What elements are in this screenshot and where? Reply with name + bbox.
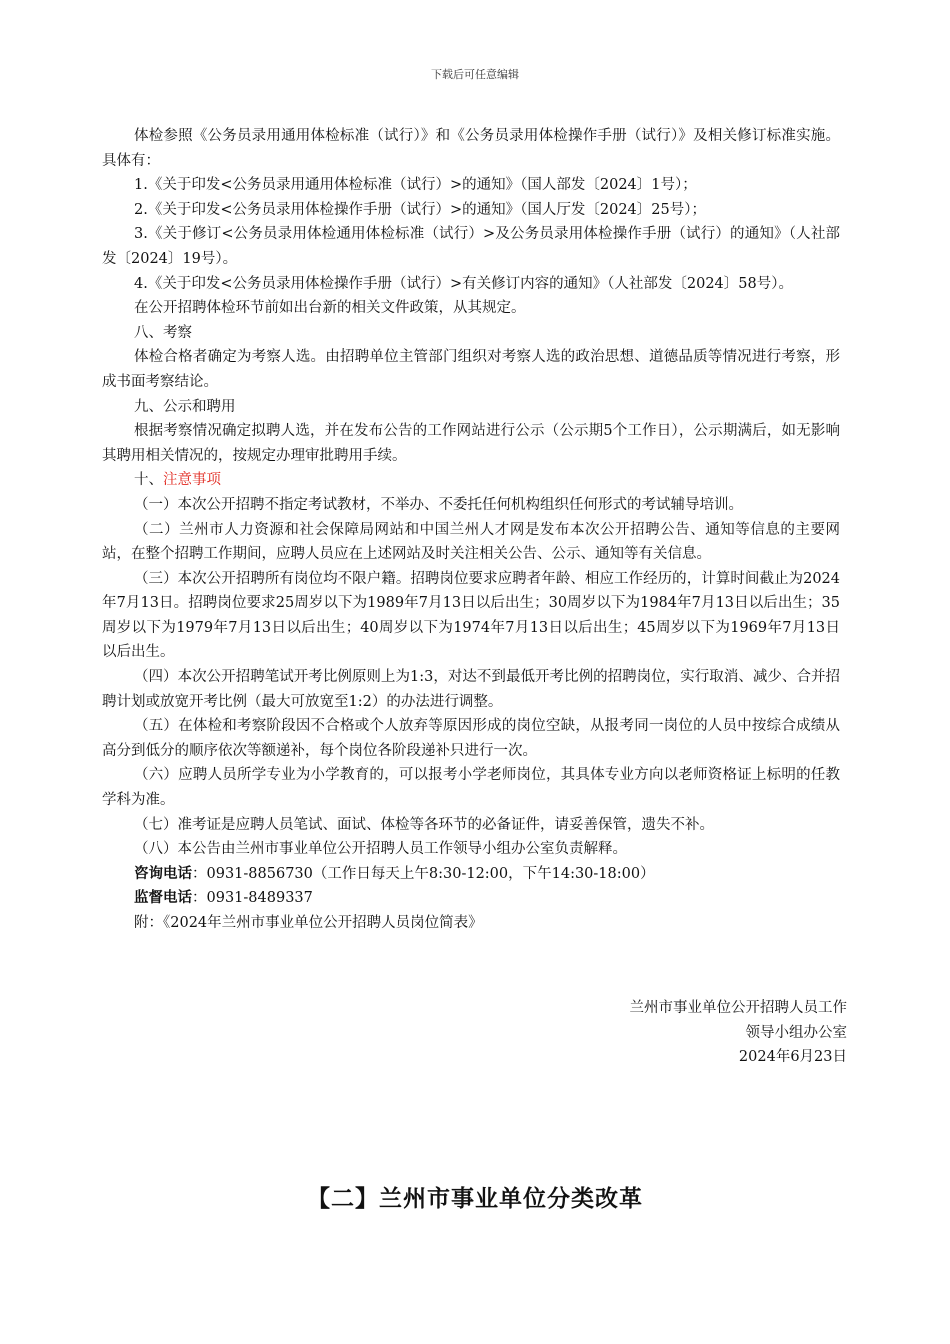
paragraph-inspection: 体检合格者确定为考察人选。由招聘单位主管部门组织对考察人选的政治思想、道德品质等情况进行考察，形成书面考察结论。 (102, 349, 840, 390)
signature-date: 2024年6月23日 (738, 1049, 847, 1066)
note-item: （七）准考证是应聘人员笔试、面试、体检等各环节的必备证件，请妥善保管，遗失不补。 (134, 816, 714, 833)
signature-org-line2: 领导小组办公室 (745, 1024, 847, 1041)
list-item: 4.《关于印发<公务员录用体检操作手册（试行）>有关修订内容的通知》（人社部发〔2024〕58号）。 (134, 275, 793, 292)
consult-phone-label: 咨询电话 (134, 864, 192, 882)
note-item: （五）在体检和考察阶段因不合格或个人放弃等原因形成的岗位空缺，从报考同一岗位的人员中按综合成绩从高分到低分的顺序依次等额递补，每个岗位各阶段递补只进行一次。 (102, 718, 840, 759)
note-item: （六）应聘人员所学专业为小学教育的，可以报考小学老师岗位，其具体专业方向以老师资格证上标明的任教学科为准。 (102, 767, 840, 809)
signature-org-line1: 兰州市事业单位公开招聘人员工作 (629, 1000, 847, 1016)
paragraph-medical-standard: 体检参照《公务员录用通用体检标准（试行）》和《公务员录用体检操作手册（试行）》及相关修订标准实施。具体有： (102, 128, 840, 169)
supervise-phone (102, 886, 840, 911)
section-title: 【二】兰州市事业单位分类改革 (307, 1186, 643, 1212)
consult-phone-value: ：0931-8856730（工作日每天上午8:30-12:00，下午14:30-18:00） (192, 865, 655, 882)
list-item: 1.《关于印发<公务员录用通用体检标准（试行）>的通知》（国人部发〔2024〕1号）； (134, 177, 697, 194)
note-item: （三）本次公开招聘所有岗位均不限户籍。招聘岗位要求应聘者年龄、相应工作经历的，计算时间截止为2024年7月13日。招聘岗位要求25周岁以下为1989年7月13日以后出生；30周岁以下为1984年7月13日以后出生；35周岁以下为1979年7月13日以后出生；40周岁以下为1974年7月13日以后出生；45周岁以下为1969年7月13日以后出生。 (102, 570, 840, 661)
note-item: （一）本次公开招聘不指定考试教材，不举办、不委托任何机构组织任何形式的考试辅导培训。 (134, 496, 743, 513)
attachment-note: 附：《2024年兰州市事业单位公开招聘人员岗位简表》 (134, 915, 483, 931)
list-item: 2.《关于印发<公务员录用体检操作手册（试行）>的通知》（国人厅发〔2024〕25号）； (134, 201, 706, 218)
section-number: 十、 (134, 472, 163, 489)
consult-phone (102, 862, 840, 887)
note-item: （八）本公告由兰州市事业单位公开招聘人员工作领导小组办公室负责解释。 (134, 841, 627, 858)
section-heading-notes (102, 468, 840, 493)
supervise-phone-value: ：0931-8489337 (192, 890, 313, 907)
note-item: （四）本次公开招聘笔试开考比例原则上为1:3，对达不到最低开考比例的招聘岗位，实行取消、减少、合并招聘计划或放宽开考比例（最大可放宽至1:2）的办法进行调整。 (102, 669, 840, 710)
page-header: 下载后可任意编辑 (431, 68, 519, 81)
section-heading-inspection: 八、考察 (134, 324, 192, 341)
supervise-phone-label: 监督电话 (134, 889, 192, 907)
note-item: （二）兰州市人力资源和社会保障局网站和中国兰州人才网是发布本次公开招聘公告、通知等信息的主要网站，在整个招聘工作期间，应聘人员应在上述网站及时关注相关公告、公示、通知等有关信息。 (102, 521, 840, 563)
paragraph-new-policy: 在公开招聘体检环节前如出台新的相关文件政策，从其规定。 (134, 300, 526, 317)
paragraph-publicity: 根据考察情况确定拟聘人选，并在发布公告的工作网站进行公示（公示期5个工作日），公示期满后，如无影响其聘用相关情况的，按规定办理审批聘用手续。 (102, 423, 840, 464)
notes-heading-red: 注意事项 (163, 472, 221, 489)
document-body (102, 124, 840, 936)
list-item: 3.《关于修订<公务员录用体检通用体检标准（试行）>及公务员录用体检操作手册（试行）的通知》（人社部发〔2024〕19号）。 (102, 226, 840, 267)
signature-block (630, 996, 848, 1070)
section-heading-publicity: 九、公示和聘用 (134, 398, 236, 415)
